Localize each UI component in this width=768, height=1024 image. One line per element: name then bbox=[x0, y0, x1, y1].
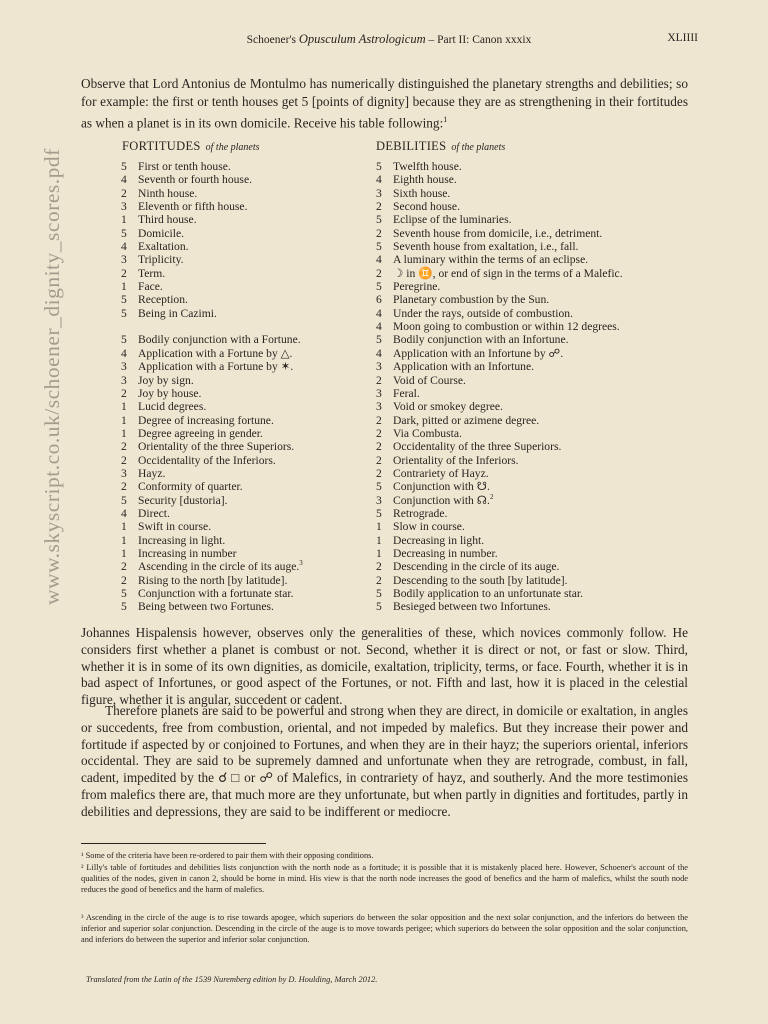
debility-score: 5 bbox=[376, 160, 382, 173]
debility-score: 3 bbox=[376, 400, 382, 414]
debility-row bbox=[376, 467, 676, 480]
fortitude-row bbox=[121, 227, 371, 240]
fortitude-score: 4 bbox=[121, 346, 127, 360]
debility-score: 1 bbox=[376, 533, 382, 547]
fortitude-row bbox=[121, 414, 371, 427]
debility-row bbox=[376, 414, 676, 427]
fortitude-row bbox=[121, 173, 371, 186]
debility-row bbox=[376, 293, 676, 306]
fortitude-criterion: Degree of increasing fortune. bbox=[138, 413, 274, 427]
debility-criterion: Decreasing in number. bbox=[393, 546, 498, 560]
debility-criterion: Second house. bbox=[393, 200, 460, 214]
debility-score: 2 bbox=[376, 466, 382, 480]
fortitude-score: 3 bbox=[121, 360, 127, 374]
debility-row bbox=[376, 387, 676, 400]
debility-row bbox=[376, 374, 676, 387]
fortitude-criterion: First or tenth house. bbox=[138, 160, 231, 173]
fortitude-row bbox=[121, 480, 371, 493]
fortitude-criterion: Occidentality of the Inferiors. bbox=[138, 453, 276, 467]
fortitude-row bbox=[121, 600, 371, 613]
fortitude-score: 2 bbox=[121, 266, 127, 280]
fortitude-score: 2 bbox=[121, 453, 127, 467]
debility-row bbox=[376, 267, 676, 280]
debility-score: 2 bbox=[376, 426, 382, 440]
debility-row bbox=[376, 494, 676, 507]
header-title: Schoener's Opusculum Astrologicum – Part II: Canon xxxix bbox=[246, 32, 532, 46]
fortitude-criterion: Security [dustoria]. bbox=[138, 493, 228, 507]
fortitude-criterion: Triplicity. bbox=[138, 253, 184, 267]
fortitude-score: 5 bbox=[121, 600, 127, 614]
debility-criterion: Conjunction with ☊. bbox=[393, 493, 490, 507]
fortitude-criterion: Application with a Fortune by △. bbox=[138, 346, 293, 360]
page-number: XLIIII bbox=[667, 32, 698, 44]
debility-score: 5 bbox=[376, 280, 382, 294]
debility-criterion: Bodily conjunction with an Infortune. bbox=[393, 333, 569, 347]
fortitude-criterion: Exaltation. bbox=[138, 240, 189, 254]
debility-criterion: Application with an Infortune by ☍. bbox=[393, 346, 564, 360]
fortitude-score: 1 bbox=[121, 280, 127, 294]
debility-score: 3 bbox=[376, 360, 382, 374]
debility-score: 3 bbox=[376, 493, 382, 507]
debility-criterion: Application with an Infortune. bbox=[393, 360, 535, 374]
debility-criterion: Besieged between two Infortunes. bbox=[393, 600, 551, 614]
fortitude-row bbox=[121, 374, 371, 387]
debility-row bbox=[376, 320, 676, 333]
debility-criterion: Seventh house from exaltation, i.e., fall. bbox=[393, 240, 579, 254]
debility-score: 2 bbox=[376, 373, 382, 387]
fortitude-criterion: Reception. bbox=[138, 293, 188, 307]
fortitude-criterion: Rising to the north [by latitude]. bbox=[138, 573, 288, 587]
fortitude-score: 5 bbox=[121, 493, 127, 507]
debility-criterion: Retrograde. bbox=[393, 506, 448, 520]
debility-row bbox=[376, 507, 676, 520]
debility-criterion: Planetary combustion by the Sun. bbox=[393, 293, 550, 307]
fortitude-criterion: Increasing in light. bbox=[138, 533, 226, 547]
debility-score: 2 bbox=[376, 200, 382, 214]
debility-row bbox=[376, 587, 676, 600]
fortitude-row bbox=[121, 160, 371, 173]
fortitude-criterion: Joy by sign. bbox=[138, 373, 194, 387]
fortitude-score: 5 bbox=[121, 333, 127, 347]
footnote-rule bbox=[81, 843, 266, 844]
fortitude-row bbox=[121, 427, 371, 440]
debility-score: 4 bbox=[376, 320, 382, 334]
fortitude-criterion: Application with a Fortune by ✶. bbox=[138, 360, 294, 374]
debility-row bbox=[376, 213, 676, 226]
debility-score: 1 bbox=[376, 546, 382, 560]
footnote-ref: 3 bbox=[299, 559, 303, 568]
fortitude-score: 5 bbox=[121, 306, 127, 320]
debility-score: 1 bbox=[376, 520, 382, 534]
fortitude-row bbox=[121, 333, 371, 346]
debility-criterion: Feral. bbox=[393, 386, 420, 400]
debility-score: 5 bbox=[376, 506, 382, 520]
fortitude-score: 1 bbox=[121, 546, 127, 560]
fortitude-row bbox=[121, 387, 371, 400]
debility-criterion: Slow in course. bbox=[393, 520, 465, 534]
fortitude-criterion: Increasing in number bbox=[138, 546, 237, 560]
fortitude-row bbox=[121, 440, 371, 453]
debility-criterion: Peregrine. bbox=[393, 280, 441, 294]
fortitude-score: 2 bbox=[121, 386, 127, 400]
fortitude-score: 2 bbox=[121, 440, 127, 454]
fortitude-row bbox=[121, 200, 371, 213]
fortitude-row bbox=[121, 293, 371, 306]
debility-score: 5 bbox=[376, 240, 382, 254]
fortitude-row bbox=[121, 587, 371, 600]
fortitude-criterion: Domicile. bbox=[138, 226, 185, 240]
footnote-2: ² Lilly's table of fortitudes and debilities lists conjunction with the north node as a fortitude; it is possible that it is mistakenly placed here. However, Schoener's account of the qualities of the nodes, given in canon 2, should be borne in mind. His view is that the north node increases the good of benefics and the harm of malefics, whilst the south node reduces the good of benefics and the harm of malefics. bbox=[81, 863, 688, 895]
debility-criterion: Contrariety of Hayz. bbox=[393, 466, 489, 480]
fortitude-score: 5 bbox=[121, 160, 127, 173]
fortitude-criterion: Bodily conjunction with a Fortune. bbox=[138, 333, 301, 347]
debility-row bbox=[376, 173, 676, 186]
fortitude-row bbox=[121, 253, 371, 266]
debility-criterion: Under the rays, outside of combustion. bbox=[393, 306, 573, 320]
debility-criterion: Occidentality of the three Superiors. bbox=[393, 440, 562, 454]
debility-row bbox=[376, 347, 676, 360]
fortitude-criterion: Conformity of quarter. bbox=[138, 480, 243, 494]
debility-row bbox=[376, 400, 676, 413]
debility-score: 5 bbox=[376, 480, 382, 494]
fortitude-criterion: Third house. bbox=[138, 213, 197, 227]
debility-row bbox=[376, 187, 676, 200]
debilities-heading: DEBILITIES of the planets bbox=[376, 139, 506, 153]
debility-score: 4 bbox=[376, 173, 382, 187]
debility-criterion: Decreasing in light. bbox=[393, 533, 485, 547]
fortitude-row bbox=[121, 400, 371, 413]
fortitude-criterion: Being in Cazimi. bbox=[138, 306, 217, 320]
debility-criterion: Eighth house. bbox=[393, 173, 457, 187]
fortitude-score: 3 bbox=[121, 373, 127, 387]
debility-score: 5 bbox=[376, 600, 382, 614]
paragraph-powerful-planets: Therefore planets are said to be powerful and strong when they are direct, in domicile or exaltation, in angles or succedents, free from combustion, oriental, and not impeded by malefics. But they increase their power and fortitude if aspected by or conjoined to Fortunes, and when they are in their hayz; the superiors oriental, inferiors occidental. They are said to be supremely damned and unfortunate when they are retrograde, combust, in fall, cadent, impedited by the ☌ □ or ☍ of Malefics, in contrariety of hayz, and southerly. And the more testimonies from malefics there are, that much more are they unfortunate, but when partly in dignities and fortitudes, partly in debilities and depressions, they are said to be indifferent or mediocre. bbox=[81, 703, 688, 819]
fortitude-score: 2 bbox=[121, 480, 127, 494]
debility-criterion: Moon going to combustion or within 12 degrees. bbox=[393, 320, 620, 334]
running-header bbox=[80, 32, 698, 52]
fortitude-score: 2 bbox=[121, 560, 127, 574]
debility-criterion: Void or smokey degree. bbox=[393, 400, 503, 414]
debility-score: 2 bbox=[376, 413, 382, 427]
debility-criterion: Twelfth house. bbox=[393, 160, 462, 173]
translation-credit: Translated from the Latin of the 1539 Nuremberg edition by D. Houlding, March 2012. bbox=[86, 975, 378, 984]
fortitude-criterion: Direct. bbox=[138, 506, 170, 520]
fortitude-row bbox=[121, 560, 371, 573]
debility-criterion: ☽ in ♊, or end of sign in the terms of a Malefic. bbox=[393, 266, 623, 280]
fortitude-row bbox=[121, 360, 371, 373]
debilities-table bbox=[376, 160, 676, 614]
fortitude-criterion: Orientality of the three Superiors. bbox=[138, 440, 295, 454]
debility-row bbox=[376, 307, 676, 320]
fortitude-row bbox=[121, 213, 371, 226]
debility-criterion: Descending to the south [by latitude]. bbox=[393, 573, 568, 587]
fortitude-score: 1 bbox=[121, 400, 127, 414]
debility-row bbox=[376, 440, 676, 453]
fortitude-criterion: Ninth house. bbox=[138, 186, 198, 200]
debility-row bbox=[376, 227, 676, 240]
fortitude-score: 2 bbox=[121, 573, 127, 587]
debility-criterion: Seventh house from domicile, i.e., detriment. bbox=[393, 226, 603, 240]
fortitude-score: 1 bbox=[121, 533, 127, 547]
fortitude-score: 1 bbox=[121, 213, 127, 227]
debility-row bbox=[376, 560, 676, 573]
debility-row bbox=[376, 200, 676, 213]
fortitude-row bbox=[121, 320, 371, 333]
fortitude-score: 3 bbox=[121, 200, 127, 214]
fortitude-criterion: Joy by house. bbox=[138, 386, 202, 400]
fortitude-row bbox=[121, 267, 371, 280]
fortitude-row bbox=[121, 187, 371, 200]
fortitude-score: 4 bbox=[121, 506, 127, 520]
fortitude-row bbox=[121, 307, 371, 320]
fortitude-criterion: Hayz. bbox=[138, 466, 166, 480]
debility-row bbox=[376, 240, 676, 253]
fortitude-score: 1 bbox=[121, 426, 127, 440]
debility-row bbox=[376, 520, 676, 533]
fortitude-criterion: Face. bbox=[138, 280, 163, 294]
debility-row bbox=[376, 600, 676, 613]
debility-score: 5 bbox=[376, 333, 382, 347]
fortitude-row bbox=[121, 534, 371, 547]
debility-score: 3 bbox=[376, 386, 382, 400]
fortitude-criterion: Swift in course. bbox=[138, 520, 212, 534]
debility-score: 4 bbox=[376, 306, 382, 320]
paragraph-hispalensis: Johannes Hispalensis however, observes only the generalities of these, which novices commonly follow. He considers first whether a planet is combust or not. Second, whether it is direct or not, or fast or slow. Third, whether it is in some of its own dignities, as domicile, exaltation, triplicity, terms, or face. Fourth, whether it is in bad aspect of Infortunes, or good aspect of the Fortunes, or not. Fifth and last, how it is placed in the celestial figure, whether it is angular, succedent or cadent. bbox=[81, 625, 688, 708]
fortitude-row bbox=[121, 574, 371, 587]
debility-score: 2 bbox=[376, 573, 382, 587]
fortitude-row bbox=[121, 547, 371, 560]
debility-score: 5 bbox=[376, 587, 382, 600]
debility-criterion: Eclipse of the luminaries. bbox=[393, 213, 512, 227]
debility-score: 4 bbox=[376, 253, 382, 267]
fortitudes-heading: FORTITUDES of the planets bbox=[122, 139, 260, 153]
fortitude-criterion: Seventh or fourth house. bbox=[138, 173, 252, 187]
fortitude-score: 3 bbox=[121, 253, 127, 267]
debility-row bbox=[376, 280, 676, 293]
debility-row bbox=[376, 454, 676, 467]
fortitude-score: 3 bbox=[121, 466, 127, 480]
fortitude-row bbox=[121, 520, 371, 533]
fortitude-row bbox=[121, 347, 371, 360]
fortitude-criterion: Ascending in the circle of its auge. bbox=[138, 560, 300, 574]
fortitude-score: 5 bbox=[121, 293, 127, 307]
debility-row bbox=[376, 427, 676, 440]
debility-score: 6 bbox=[376, 293, 382, 307]
fortitudes-table bbox=[121, 160, 371, 614]
fortitude-row bbox=[121, 280, 371, 293]
debility-score: 5 bbox=[376, 213, 382, 227]
debility-score: 4 bbox=[376, 346, 382, 360]
fortitude-score: 1 bbox=[121, 413, 127, 427]
debility-row bbox=[376, 534, 676, 547]
debility-score: 2 bbox=[376, 440, 382, 454]
footnote-3: ³ Ascending in the circle of the auge is to rise towards apogee, which superiors do between the solar opposition and the next solar conjunction, and the inferiors do between the inferior and superior solar conjunction. Descending in the circle of the auge is to move towards perigee; which superiors do between the solar opposition and the solar conjunction, and inferiors do between the superior and inferior solar conjunction. bbox=[81, 913, 688, 945]
debility-criterion: A luminary within the terms of an eclipse. bbox=[393, 253, 589, 267]
fortitude-score: 5 bbox=[121, 226, 127, 240]
debility-row bbox=[376, 333, 676, 346]
fortitude-score: 2 bbox=[121, 186, 127, 200]
footnote-ref: 2 bbox=[489, 492, 494, 501]
fortitude-criterion: Lucid degrees. bbox=[138, 400, 207, 414]
debility-criterion: Descending in the circle of its auge. bbox=[393, 560, 560, 574]
debility-score: 2 bbox=[376, 453, 382, 467]
debility-row bbox=[376, 574, 676, 587]
fortitude-score: 1 bbox=[121, 520, 127, 534]
footnote-1: ¹ Some of the criteria have been re-ordered to pair them with their opposing conditions. bbox=[81, 851, 374, 860]
intro-paragraph: Observe that Lord Antonius de Montulmo has numerically distinguished the planetary strengths and debilities; so for example: the first or tenth houses get 5 [points of dignity] because they are as strengthening in their fortitudes as when a planet is in its own domicile. Receive his table following:$^1$ bbox=[81, 76, 688, 131]
debility-row bbox=[376, 160, 676, 173]
debility-row bbox=[376, 360, 676, 373]
debility-criterion: Sixth house. bbox=[393, 186, 451, 200]
debility-score: 2 bbox=[376, 560, 382, 574]
fortitude-score: 4 bbox=[121, 240, 127, 254]
debility-score: 3 bbox=[376, 186, 382, 200]
fortitude-row bbox=[121, 494, 371, 507]
fortitude-row bbox=[121, 240, 371, 253]
debility-criterion: Conjunction with ☋. bbox=[393, 480, 490, 494]
fortitude-criterion: Conjunction with a fortunate star. bbox=[138, 587, 294, 600]
debility-score: 2 bbox=[376, 266, 382, 280]
debility-criterion: Orientality of the Inferiors. bbox=[393, 453, 519, 467]
fortitude-score: 5 bbox=[121, 587, 127, 600]
debility-row bbox=[376, 253, 676, 266]
debility-criterion: Via Combusta. bbox=[393, 426, 462, 440]
fortitude-score: 4 bbox=[121, 173, 127, 187]
debility-row bbox=[376, 480, 676, 493]
fortitude-row bbox=[121, 454, 371, 467]
fortitude-row bbox=[121, 467, 371, 480]
debility-criterion: Void of Course. bbox=[393, 373, 466, 387]
fortitude-criterion: Term. bbox=[138, 266, 166, 280]
fortitude-criterion: Degree agreeing in gender. bbox=[138, 426, 263, 440]
debility-score: 2 bbox=[376, 226, 382, 240]
debility-criterion: Bodily application to an unfortunate star. bbox=[393, 587, 583, 600]
debility-row bbox=[376, 547, 676, 560]
fortitude-criterion: Eleventh or fifth house. bbox=[138, 200, 248, 214]
debility-criterion: Dark, pitted or azimene degree. bbox=[393, 413, 540, 427]
fortitude-row bbox=[121, 507, 371, 520]
fortitude-criterion: Being between two Fortunes. bbox=[138, 600, 274, 614]
url-watermark: www.skyscript.co.uk/schoener_dignity_scores.pdf bbox=[40, 148, 64, 605]
